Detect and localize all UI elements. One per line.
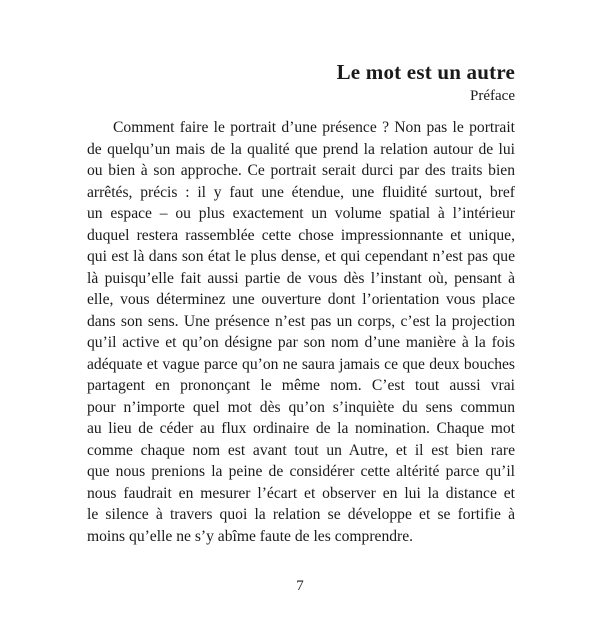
text-line: partagent en prononçant le même nom. C’est tout aussi vrai bbox=[87, 377, 515, 394]
text-line: ou bien à son approche. Ce portrait serait durci par des traits bien bbox=[87, 162, 515, 179]
text-line: arrêtés, précis : il y faut une étendue, une fluidité surtout, bref bbox=[87, 183, 515, 201]
text-line: elle, vous déterminez une ouverture dont l’orientation vous place bbox=[87, 291, 515, 308]
text-line: dans son sens. Une présence n’est pas un corps, c’est la projection bbox=[87, 312, 515, 330]
text-line: qu’il active et qu’on désigne par son nom d’une manière à la fois bbox=[87, 334, 515, 351]
text-line: qui est là dans son état le plus dense, et qui cependant n’est pas que bbox=[87, 248, 515, 265]
text-line: un espace – ou plus exactement un volume spatial à l’intérieur bbox=[87, 205, 515, 222]
text-line: là puisqu’elle fait aussi partie de vous dès l’instant où, pensant à bbox=[87, 269, 515, 287]
text-line: que nous prenions la peine de considérer cette altérité parce qu’il bbox=[87, 463, 515, 480]
text-line: adéquate et vague parce qu’on ne saura jamais ce que deux bouches bbox=[87, 355, 515, 373]
text-line: duquel restera rassemblée cette chose impressionnante et unique, bbox=[87, 226, 515, 244]
text-line: nous faudrait en mesurer l’écart et observer en lui la distance et bbox=[87, 484, 515, 502]
text-line: Comment faire le portrait d’une présence ? Non pas le portrait bbox=[113, 119, 515, 136]
text-line: au lieu de céder au flux ordinaire de la nomination. Chaque mot bbox=[87, 420, 515, 437]
chapter-header bbox=[337, 58, 515, 105]
body-paragraph bbox=[87, 117, 515, 547]
chapter-title: Le mot est un autre bbox=[336, 60, 515, 84]
text-line: pour n’importe quel mot dès qu’on s’inquiète du sens commun bbox=[87, 398, 515, 416]
text-line: le silence à travers quoi la relation se développe et se fortifie à bbox=[87, 506, 515, 523]
chapter-subtitle: Préface bbox=[470, 88, 515, 104]
text-line: de quelqu’un mais de la qualité que prend la relation autour de lui bbox=[87, 140, 515, 158]
page-number: 7 bbox=[296, 578, 304, 594]
text-line: comme chaque nom est avant tout un Autre, et il est bien rare bbox=[87, 441, 515, 459]
text-line: moins qu’elle ne s’y abîme faute de les comprendre. bbox=[87, 527, 414, 545]
